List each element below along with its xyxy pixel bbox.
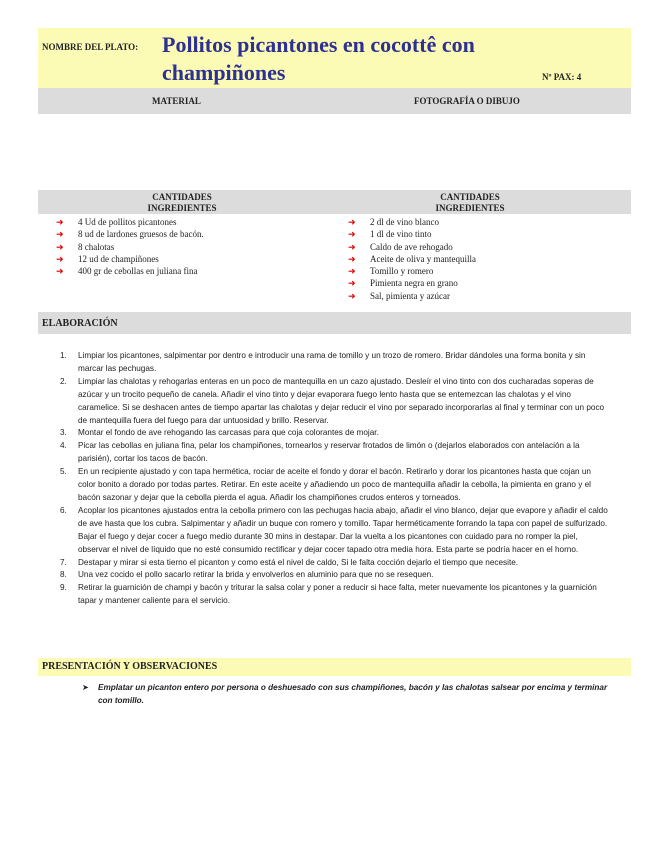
ingredients-list-left	[56, 216, 204, 277]
step-item: 3. Montar el fondo de ave rehogando las carcasas para que coja colorantes de mojar.	[60, 428, 379, 438]
presentation-title: PRESENTACIÓN Y OBSERVACIONES	[42, 661, 218, 672]
step-item: 8. Una vez cocido el pollo sacarlo retirar la brida y envolverlos en aluminio para que no se resequen.	[60, 570, 434, 580]
ingredient-item: ➜ Pimienta negra en grano	[348, 278, 458, 289]
step-item: 9. Retirar la guarnición de champi y bacón y triturar la salsa colar y poner a reducir si hace falta, meter nuevamente los picantones y la guarnición tapar y mantener caliente para el servicio.	[60, 583, 597, 606]
ingredient-item: ➜ 2 dl de vino blanco	[348, 217, 439, 227]
ingredients-label: INGREDIENTES	[435, 203, 505, 213]
arrowhead-bullet-icon: ➤	[82, 683, 89, 692]
arrow-right-icon: ➜	[56, 253, 64, 264]
material-heading: MATERIAL	[152, 96, 201, 106]
step-item: 5. En un recipiente ajustado y con tapa hermética, rociar de aceite el fondo y dorar el bacón. Retirarlo y dorar los picantones hasta que cojan un color bonito a dorado por todas partes. Retirar. En este aceite y añadiendo un poco de mantequilla añadir la cebolla, la pimienta en grano y el bacón sazonar y dejar que la cebolla pierda el agua. Añadir los champiñones crudos enteros y torneados.	[60, 467, 591, 502]
step-item: 2. Limpiar las chalotas y rehogarlas enteras en un poco de mantequilla en un cazo ajustado. Desleír el vino tinto con dos cucharadas soperas de azúcar y un trocito pequeño de canela. Añadir el vino tinto y dejar evaporara fuego lento hasta que se entemezcan las chalotas y el vino caramelice. Si se deshacen antes de tiempo apartar las chalotas y dejar reducir el vino por separado incorporarlas al final y terminar con un poco de mantequilla fuera del fuego para dar untuosidad y brillo. Reservar.	[60, 376, 605, 425]
presentation-header	[38, 658, 631, 676]
ingredients-header	[38, 190, 631, 214]
arrow-right-icon: ➜	[348, 253, 356, 264]
arrow-right-icon: ➜	[56, 266, 64, 277]
ingredients-label: INGREDIENTES	[147, 203, 217, 213]
columns-header	[38, 88, 631, 114]
elaboration-steps	[38, 350, 631, 608]
ingredient-item: ➜ 400 gr de cebollas en juliana fina	[56, 266, 198, 277]
arrow-right-icon: ➜	[56, 229, 64, 240]
arrow-right-icon: ➜	[348, 290, 356, 301]
arrow-right-icon: ➜	[348, 217, 356, 227]
photo-heading: FOTOGRAFÍA O DIBUJO	[414, 96, 520, 106]
step-item: 6. Acoplar los picantones ajustados entra la cebolla primero con las pechugas hacia abajo, añadir el vino blanco, dejar que evapore y añadir el caldo de ave hasta que los cubra. Salpimentar y añadir un buque con romero y tomillo. Tapar herméticamente forrando la tapa con papel de sulfurizado. Bajar el fuego y dejar cocer a fuego medio durante 30 mins in destapar. Dar la vuelta a los picantones con cuidado para no romper la piel, observar el nivel de líquido que no esté consumido rectificar y dejar cocer tapado otra media hora. Esta parte se podría hacer en el horno.	[60, 505, 608, 554]
elaboration-body	[38, 334, 631, 658]
ingredient-item: ➜ Caldo de ave rehogado	[348, 241, 453, 252]
plate-label: NOMBRE DEL PLATO:	[42, 42, 139, 52]
ingredient-item: ➜ Tomillo y romero	[348, 266, 434, 277]
recipe-sheet	[38, 28, 631, 705]
step-item: 1. Limpiar los picantones, salpimentar por dentro e introducir una rama de tomillo y un trozo de romero. Bridar dándoles una forma bonita y sin marcar las pechugas.	[60, 351, 586, 373]
elaboration-title: ELABORACIÓN	[42, 318, 118, 329]
ingredient-item: ➜ 8 ud de lardones gruesos de bacón.	[56, 229, 204, 240]
ingredient-item: ➜ 12 ud de champiñones	[56, 253, 159, 264]
plate-title: Pollitos picantones en cocottê con champiñones	[162, 32, 475, 85]
arrow-right-icon: ➜	[348, 278, 356, 289]
ingredient-item: ➜ Sal, pimienta y azúcar	[348, 290, 450, 301]
ingredient-item: ➜ 8 chalotas	[56, 241, 115, 252]
quantities-label: CANTIDADES	[152, 192, 212, 202]
quantities-label: CANTIDADES	[440, 192, 500, 202]
step-item: 4. Picar las cebollas en juliana fina, pelar los champiñones, tornearlos y reservar frotados de limón o (dejarlos elaborados con antelación a la parisién), cortar los tacos de bacón.	[60, 441, 580, 464]
ingredients-heading-right	[410, 192, 530, 214]
ingredient-item: ➜ Aceite de oliva y mantequilla	[348, 253, 476, 264]
step-item: 7. Destapar y mirar si esta tierno el picanton y como está el nivel de caldo, Si le falta cocción dejarlo el tiempo que necesite.	[60, 557, 519, 567]
material-photo-area	[38, 114, 631, 190]
arrow-right-icon: ➜	[56, 241, 64, 252]
elaboration-header	[38, 312, 631, 334]
pax-count: Nº PAX: 4	[542, 72, 582, 82]
arrow-right-icon: ➜	[348, 229, 356, 240]
presentation-item: ➤ Emplatar un picanton entero por persona o deshuesado con sus champiñones, bacón y las chalotas salsear por encima y terminar con tomillo.	[82, 683, 608, 705]
ingredients-lists	[38, 214, 631, 312]
ingredients-list-right	[348, 216, 476, 302]
arrow-right-icon: ➜	[348, 266, 356, 277]
ingredient-item: ➜ 1 dl de vino tinto	[348, 229, 432, 240]
title-band	[38, 28, 631, 88]
arrow-right-icon: ➜	[348, 241, 356, 252]
presentation-list	[38, 681, 631, 707]
ingredients-heading-left	[122, 192, 242, 214]
ingredient-item: ➜ 4 Ud de pollitos picantones	[56, 217, 177, 227]
arrow-right-icon: ➜	[56, 217, 64, 227]
